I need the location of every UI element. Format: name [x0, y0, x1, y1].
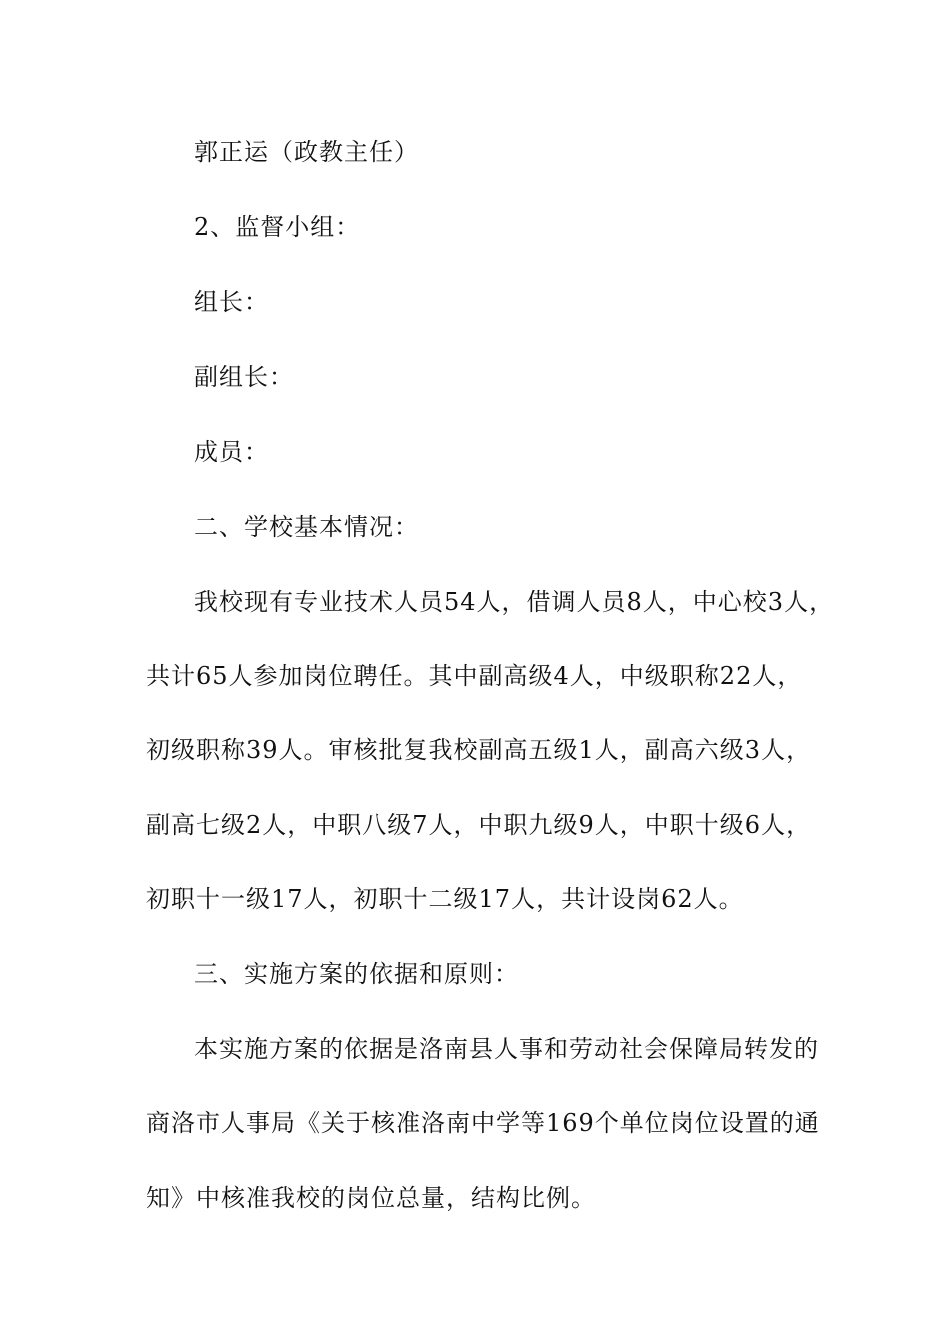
- paragraph-line: 初级职称39人。审核批复我校副高五级1人，副高六级3人，: [146, 736, 812, 764]
- group-leader-label: 组长：: [194, 288, 269, 316]
- paragraph-line: 初职十一级17人，初职十二级17人，共计设岗62人。: [146, 885, 744, 913]
- paragraph-line: 商洛市人事局《关于核准洛南中学等169个单位岗位设置的通: [146, 1109, 820, 1137]
- paragraph-line: 我校现有专业技术人员54人，借调人员8人，中心校3人，: [194, 588, 835, 616]
- section-two-heading: 二、学校基本情况：: [194, 513, 419, 541]
- supervision-group-heading: 2、监督小组：: [194, 213, 361, 241]
- section-three-heading: 三、实施方案的依据和原则：: [194, 960, 519, 988]
- members-label: 成员：: [194, 438, 269, 466]
- deputy-leader-label: 副组长：: [194, 363, 294, 391]
- member-guo-zhengyun: 郭正运（政教主任）: [194, 138, 419, 166]
- paragraph-line: 副高七级2人，中职八级7人，中职九级9人，中职十级6人，: [146, 811, 812, 839]
- paragraph-line: 本实施方案的依据是洛南县人事和劳动社会保障局转发的: [194, 1035, 819, 1063]
- paragraph-line: 知》中核准我校的岗位总量，结构比例。: [146, 1184, 596, 1212]
- paragraph-line: 共计65人参加岗位聘任。其中副高级4人，中级职称22人，: [146, 662, 803, 690]
